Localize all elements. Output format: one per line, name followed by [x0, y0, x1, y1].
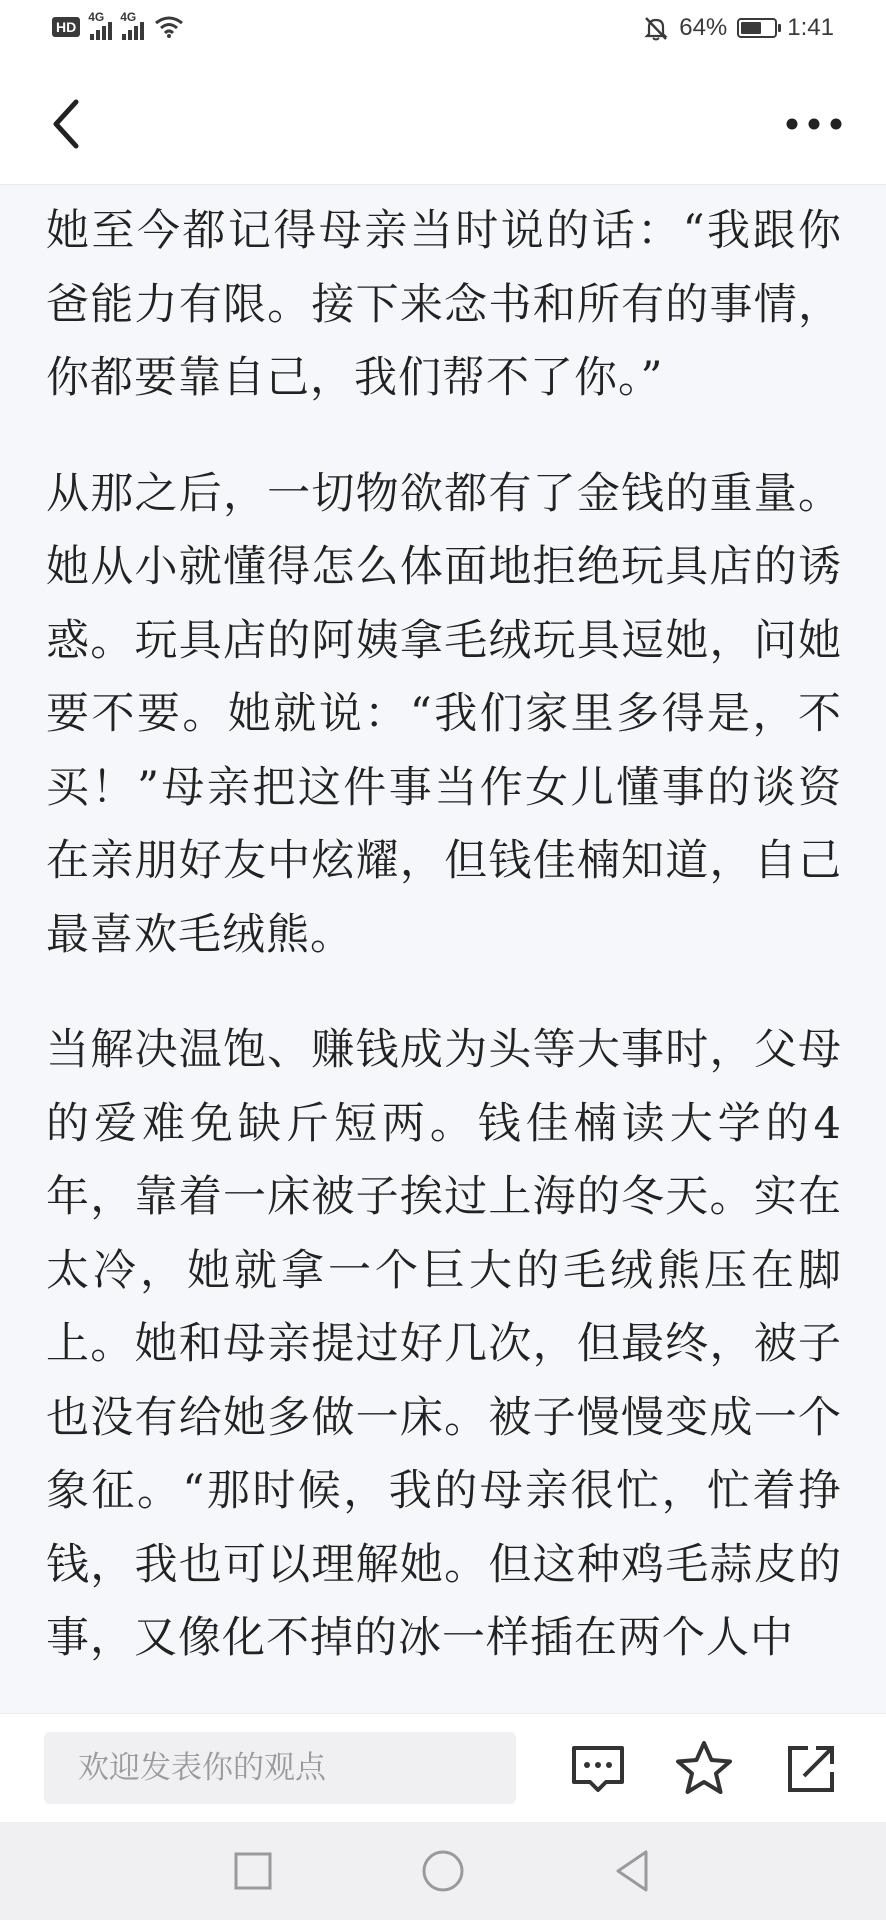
wifi-icon	[154, 15, 184, 39]
comment-input[interactable]: 欢迎发表你的观点	[44, 1732, 516, 1804]
hd-badge: HD	[52, 17, 80, 37]
article-paragraph: 她至今都记得母亲当时说的话：“我跟你爸能力有限。接下来念书和所有的事情，你都要靠自己，我们帮不了你。”	[46, 206, 842, 403]
system-nav-bar	[0, 1822, 886, 1920]
status-bar	[0, 0, 886, 62]
square-icon	[228, 1846, 278, 1896]
more-button[interactable]	[782, 102, 846, 146]
share-icon	[780, 1736, 844, 1800]
battery-percent: 64%	[679, 14, 728, 41]
signal-icon	[120, 10, 144, 40]
system-back-button[interactable]	[608, 1846, 658, 1896]
favorite-button[interactable]	[672, 1736, 736, 1800]
sim1-tag: 4G	[88, 10, 105, 24]
top-nav	[0, 62, 886, 185]
recents-button[interactable]	[228, 1846, 278, 1896]
battery-icon	[737, 18, 777, 38]
article-body	[0, 185, 886, 1713]
share-button[interactable]	[780, 1736, 844, 1800]
back-button[interactable]	[44, 96, 94, 152]
battery-fill	[741, 22, 761, 34]
star-icon	[672, 1736, 736, 1800]
article-paragraph: 当解决温饱、赚钱成为头等大事时，父母的爱难免缺斤短两。钱佳楠读大学的4年，靠着一床被子挨过上海的冬天。实在太冷，她就拿一个巨大的毛绒熊压在脚上。她和母亲提过好几次，但最终，被子也没有给她多做一床。被子慢慢变成一个象征。“那时候，我的母亲很忙，忙着挣钱，我也可以理解她。但这种鸡毛蒜皮的事，又像化不掉的冰一样插在两个人中	[46, 1025, 842, 1663]
article-paragraph: 从那之后，一切物欲都有了金钱的重量。她从小就懂得怎么体面地拒绝玩具店的诱惑。玩具店的阿姨拿毛绒玩具逗她，问她要不要。她就说：“我们家里多得是，不买！”母亲把这件事当作女儿懂事的谈资在亲朋好友中炫耀，但钱佳楠知道，自己最喜欢毛绒熊。	[46, 468, 842, 960]
status-bar-right	[643, 14, 834, 42]
chevron-left-icon	[44, 96, 94, 152]
comment-button[interactable]	[566, 1736, 630, 1800]
bell-off-icon	[643, 15, 669, 41]
clock: 1:41	[787, 14, 834, 41]
comment-icon	[566, 1736, 630, 1800]
comment-bar	[0, 1713, 886, 1822]
home-button[interactable]	[418, 1846, 468, 1896]
triangle-back-icon	[608, 1846, 658, 1896]
status-bar-left	[52, 10, 184, 40]
more-horizontal-icon	[782, 102, 846, 146]
signal-icon	[88, 10, 112, 40]
sim2-tag: 4G	[120, 10, 137, 24]
circle-icon	[418, 1846, 468, 1896]
